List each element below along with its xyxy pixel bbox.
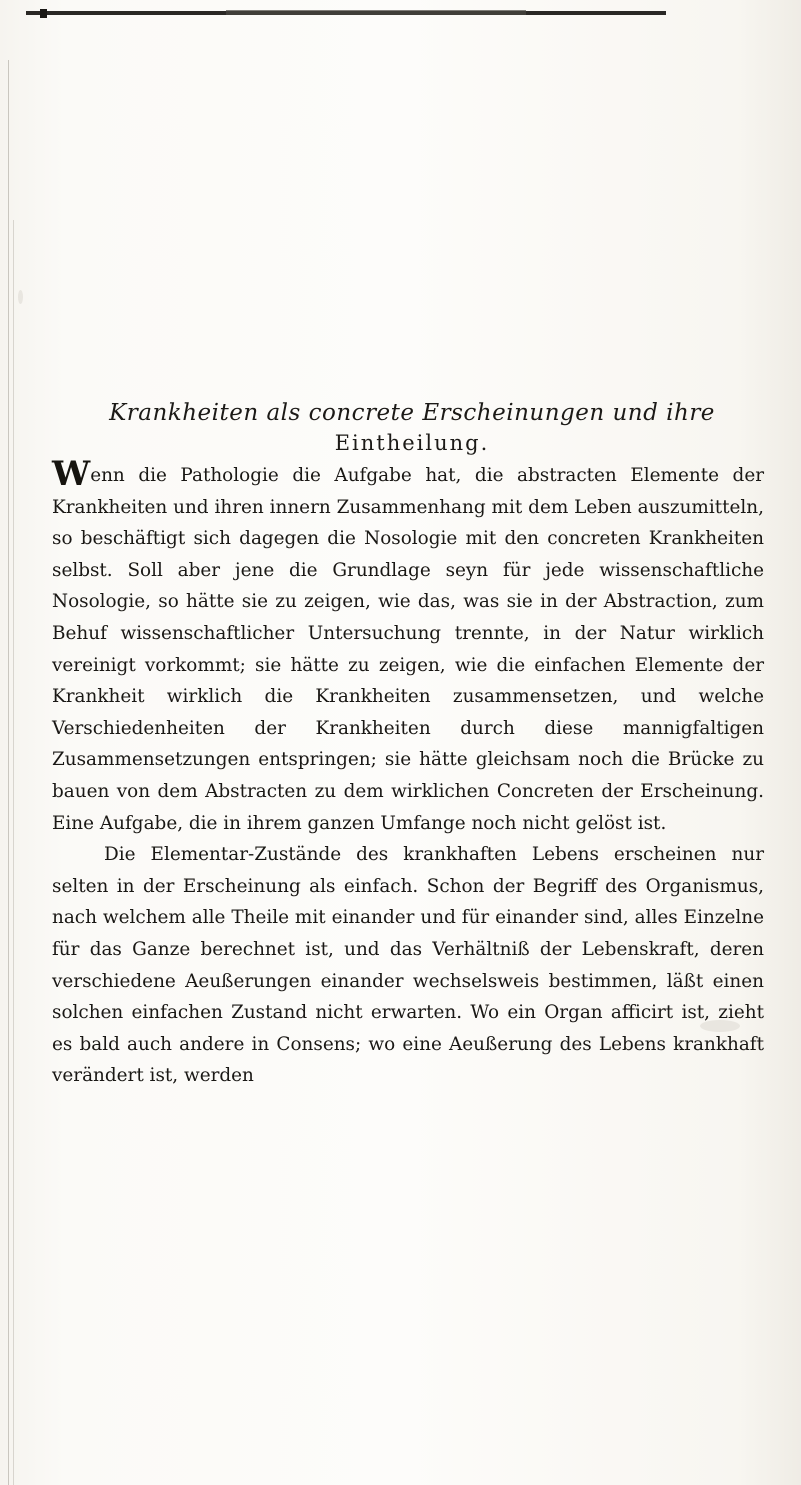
chapter-heading-subtitle: Eintheilung. [334,431,490,455]
paragraph-1 [52,454,764,839]
paragraph-2 [52,839,764,1092]
chapter-heading [62,398,762,458]
paper-smudge [18,290,23,304]
body-text [52,454,764,1092]
drop-capital: W [52,454,91,494]
paragraph-2-text: Die Elementar-Zustände des krankhaften Lebens erscheinen nur selten in der Erscheinung als einfach. Schon der Begriff des Organismus, nach welchem alle Theile mit einander und für einander sind, alles Einzelne für das Ganze berechnet ist, und das Verhältniß der Lebenskraft, deren verschiedene Aeußerungen einander wechselsweis bestimmen, läßt einen solchen einfachen Zustand nicht erwarten. Wo ein Organ afficirt ist, zieht es bald auch andere in Consens; wo eine Aeußerung des Lebens krankhaft verändert ist, werden [52,844,764,1087]
chapter-heading-title: Krankheiten als concrete Erscheinungen und ihre [109,400,715,426]
page-edge-line [8,60,9,1485]
page-top-rule [26,8,666,19]
paragraph-1-text: enn die Pathologie die Aufgabe hat, die abstracten Elemente der Krankheiten und ihren innern Zusammenhang mit dem Leben auszumitteln, so beschäftigt sich dagegen die Nosologie mit den concreten Krankheiten selbst. Soll aber jene die Grundlage seyn für jede wissenschaftliche Nosologie, so hätte sie zu zeigen, wie das, was sie in der Abstraction, zum Behuf wissenschaftlicher Untersuchung trennte, in der Natur wirklich vereinigt vorkommt; sie hätte zu zeigen, wie die einfachen Elemente der Krankheit wirklich die Krankheiten zusammensetzen, und welche Verschiedenheiten der Krankheiten durch diese mannigfaltigen Zusammensetzungen entspringen; sie hätte gleichsam noch die Brücke zu bauen von dem Abstracten zu dem wirklichen Concreten der Erscheinung. Eine Aufgabe, die in ihrem ganzen Umfange noch nicht gelöst ist. [52,465,764,834]
page-edge-line-inner [13,220,14,1485]
